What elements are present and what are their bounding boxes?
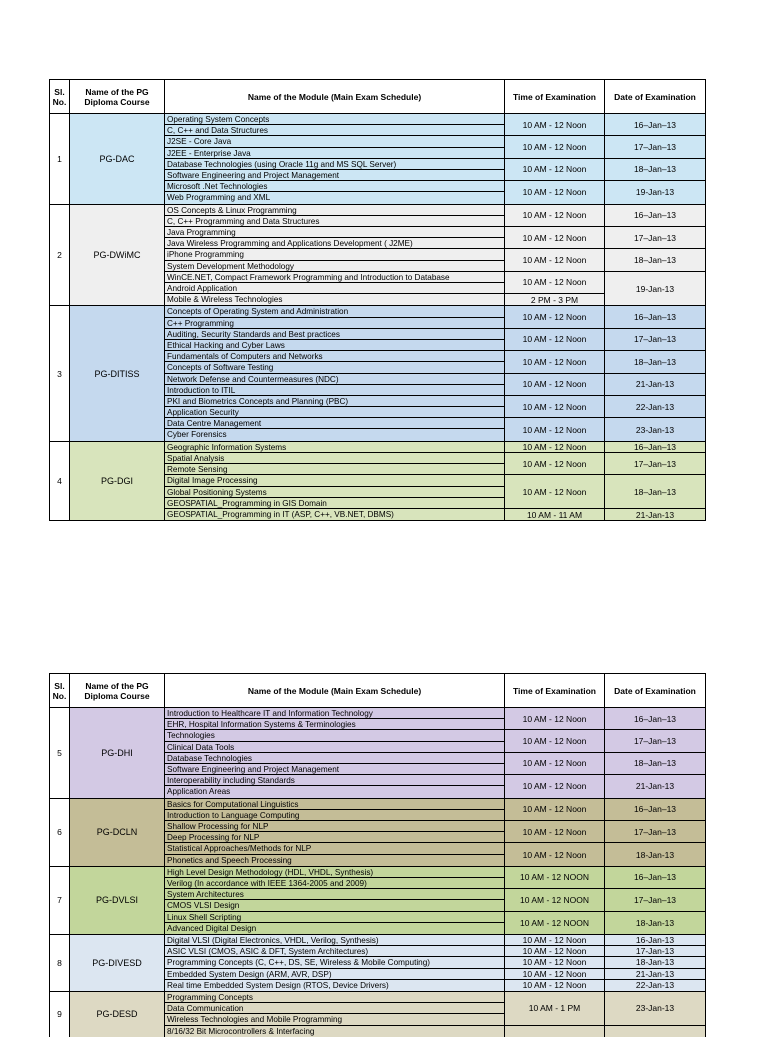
module-name: Web Programming and XML	[167, 193, 271, 203]
exam-time: 10 AM - 12 Noon	[505, 181, 605, 203]
module-list	[165, 799, 505, 866]
module-name: C++ Programming	[165, 318, 504, 329]
header-sl-no: Sl. No.	[50, 674, 70, 707]
exam-date: 22-Jan-13	[635, 980, 675, 991]
exam-date: 18-Jan-13	[635, 849, 675, 860]
exam-time: 10 AM - 12 Noon	[505, 329, 605, 351]
exam-date: 17–Jan–13	[605, 227, 705, 249]
table-header	[50, 674, 705, 708]
module-name: Basics for Computational Linguistics	[165, 799, 504, 810]
course-group	[50, 799, 705, 867]
module-name: Deep Processing for NLP	[165, 832, 504, 843]
course-group	[50, 114, 705, 205]
module-name: WinCE.NET, Compact Framework Programming and Introduction to Database	[165, 272, 504, 283]
exam-time: 10 AM - 12 Noon	[505, 730, 605, 752]
exam-time: 2 PM - 3 PM	[505, 294, 605, 305]
module-name: Programming Concepts	[165, 992, 504, 1003]
module-name: Linux Shell Scripting	[165, 912, 504, 923]
header-sl-no: Sl. No.	[50, 80, 70, 113]
course-name: PG-DVLSI	[70, 867, 165, 934]
module-name: Data Communication	[165, 1003, 504, 1014]
exam-date	[605, 1026, 705, 1037]
header-module-name: Name of the Module (Main Exam Schedule)	[165, 80, 505, 113]
serial-number: 7	[50, 867, 70, 934]
module-name: Digital Image Processing	[165, 475, 504, 486]
module-name: Java Wireless Programming and Applications Development ( J2ME)	[165, 238, 504, 249]
exam-date: 18-Jan-13	[605, 957, 705, 968]
exam-date: 22-Jan-13	[605, 396, 705, 418]
exam-time: 10 AM - 12 Noon	[505, 980, 605, 991]
exam-time: 10 AM - 12 Noon	[505, 374, 605, 396]
header-exam-date: Date of Examination	[614, 91, 696, 102]
module-name: Embedded System Design (ARM, AVR, DSP)	[165, 969, 504, 980]
serial-number: 8	[50, 935, 70, 991]
module-name: Global Positioning Systems	[165, 487, 504, 498]
module-name: Technologies	[165, 730, 504, 741]
course-name: PG-DGI	[70, 442, 165, 520]
module-list	[165, 205, 505, 306]
module-list	[165, 708, 505, 798]
exam-time: 10 AM - 12 Noon	[505, 114, 605, 136]
course-name: PG-DESD	[70, 992, 165, 1037]
exam-schedule-table-1	[49, 79, 706, 521]
exam-date: 16–Jan–13	[605, 708, 705, 730]
exam-date: 16–Jan–13	[605, 114, 705, 136]
exam-time: 10 AM - 12 Noon	[505, 708, 605, 730]
module-list	[165, 992, 505, 1037]
exam-date: 17–Jan–13	[605, 329, 705, 351]
serial-number: 9	[50, 992, 70, 1037]
course-name: PG-DITISS	[70, 306, 165, 440]
module-name: Programming Concepts (C, C++, DS, SE, Wireless & Mobile Computing)	[165, 957, 504, 968]
serial-number: 6	[50, 799, 70, 866]
exam-time	[505, 1026, 605, 1037]
module-name: Database Technologies (using Oracle 11g and MS SQL Server)	[165, 159, 504, 170]
course-name: PG-DCLN	[70, 799, 165, 866]
module-name: EHR, Hospital Information Systems & Terminologies	[165, 719, 504, 730]
module-name: Introduction to Healthcare IT and Information Technology	[165, 708, 504, 719]
module-list	[165, 442, 505, 520]
module-name: Statistical Approaches/Methods for NLP	[165, 843, 504, 854]
module-name: Data Centre Management	[165, 418, 504, 429]
exam-time: 10 AM - 12 Noon	[505, 957, 605, 968]
exam-date: 21-Jan-13	[635, 781, 675, 792]
course-name: PG-DIVESD	[70, 935, 165, 991]
module-name: J2EE - Enterprise Java	[165, 148, 504, 159]
module-name: Clinical Data Tools	[165, 742, 504, 753]
module-name: Mobile & Wireless Technologies	[167, 295, 283, 305]
module-name: OS Concepts & Linux Programming	[165, 205, 504, 216]
module-list	[165, 306, 505, 440]
module-name: PKI and Biometrics Concepts and Planning (PBC)	[165, 396, 504, 407]
exam-date: 18-Jan-13	[635, 917, 675, 928]
exam-date: 16–Jan–13	[605, 442, 705, 453]
module-name: Software Engineering and Project Management	[165, 764, 504, 775]
exam-time: 10 AM - 12 Noon	[505, 205, 605, 227]
serial-number: 3	[50, 306, 70, 440]
module-name: Concepts of Operating System and Administration	[165, 306, 504, 317]
course-group	[50, 442, 705, 520]
course-group	[50, 867, 705, 935]
exam-time: 10 AM - 12 Noon	[505, 306, 605, 328]
module-name: J2SE - Core Java	[165, 136, 504, 147]
exam-time: 10 AM - 12 Noon	[505, 418, 605, 440]
exam-date: 17–Jan–13	[605, 889, 705, 911]
course-group	[50, 708, 705, 799]
header-course-name: Name of the PG Diploma Course	[70, 80, 165, 113]
exam-time: 10 AM - 12 Noon	[505, 799, 605, 821]
exam-time: 10 AM - 12 Noon	[505, 442, 605, 453]
serial-number: 2	[50, 205, 70, 306]
exam-time: 10 AM - 12 Noon	[505, 136, 605, 158]
module-name: Fundamentals of Computers and Networks	[165, 351, 504, 362]
module-name: Cyber Forensics	[167, 430, 227, 440]
exam-date: 17–Jan–13	[605, 453, 705, 475]
exam-date: 18–Jan–13	[605, 249, 705, 271]
module-name: Auditing, Security Standards and Best practices	[165, 329, 504, 340]
exam-date: 21-Jan-13	[605, 374, 705, 396]
exam-time: 10 AM - 12 Noon	[505, 227, 605, 249]
module-name: C, C++ and Data Structures	[165, 125, 504, 136]
exam-time: 10 AM - 12 Noon	[505, 969, 605, 980]
module-name: Introduction to Language Computing	[165, 810, 504, 821]
module-name: Database Technologies	[165, 753, 504, 764]
module-name: Java Programming	[165, 227, 504, 238]
course-name: PG-DWiMC	[70, 205, 165, 306]
module-name: Android Application	[165, 283, 504, 294]
module-name: Remote Sensing	[165, 464, 504, 475]
header-exam-time: Time of Examination	[505, 674, 605, 707]
exam-date: 23-Jan-13	[635, 424, 675, 435]
module-name: Introduction to ITIL	[165, 385, 504, 396]
exam-date: 18–Jan–13	[605, 753, 705, 775]
module-name: Phonetics and Speech Processing	[167, 855, 292, 865]
exam-time: 10 AM - 12 Noon	[505, 753, 605, 775]
course-group	[50, 306, 705, 441]
course-group	[50, 935, 705, 992]
exam-date: 17-Jan-13	[605, 946, 705, 957]
module-name: Geographic Information Systems	[165, 442, 504, 453]
exam-time: 10 AM - 12 Noon	[505, 453, 605, 475]
module-name: Wireless Technologies and Mobile Programming	[165, 1014, 504, 1025]
serial-number: 4	[50, 442, 70, 520]
header-module-name: Name of the Module (Main Exam Schedule)	[165, 674, 505, 707]
exam-time: 10 AM - 12 NOON	[505, 889, 605, 911]
exam-date: 23-Jan-13	[605, 992, 705, 1026]
module-name: GEOSPATIAL_Programming in GIS Domain	[165, 498, 504, 509]
exam-time: 10 AM - 12 Noon	[505, 249, 605, 271]
module-name: C, C++ Programming and Data Structures	[165, 216, 504, 227]
exam-date: 21-Jan-13	[605, 969, 705, 980]
course-name: PG-DHI	[70, 708, 165, 798]
exam-date: 17–Jan–13	[605, 821, 705, 843]
header-exam-time: Time of Examination	[505, 80, 605, 113]
exam-time: 10 AM - 12 Noon	[505, 396, 605, 418]
course-group	[50, 205, 705, 307]
module-name: Digital VLSI (Digital Electronics, VHDL, Verilog, Synthesis)	[165, 935, 504, 946]
exam-time: 10 AM - 11 AM	[505, 509, 605, 520]
table-header	[50, 80, 705, 114]
module-name: Software Engineering and Project Management	[165, 170, 504, 181]
course-name: PG-DAC	[70, 114, 165, 204]
module-name: iPhone Programming	[165, 249, 504, 260]
module-name: Advanced Digital Design	[167, 923, 257, 933]
module-name: CMOS VLSI Design	[165, 900, 504, 911]
module-name: Ethical Hacking and Cyber Laws	[165, 340, 504, 351]
exam-date: 16–Jan–13	[605, 867, 705, 889]
module-name: Application Security	[165, 407, 504, 418]
module-name: ASIC VLSI (CMOS, ASIC & DFT, System Architectures)	[165, 946, 504, 957]
module-list	[165, 867, 505, 934]
exam-date: 21-Jan-13	[635, 509, 675, 520]
course-group	[50, 992, 705, 1037]
exam-date: 17–Jan–13	[605, 730, 705, 752]
exam-time: 10 AM - 12 Noon	[505, 351, 605, 373]
header-course-name: Name of the PG Diploma Course	[70, 674, 165, 707]
exam-date: 19-Jan-13	[635, 283, 675, 294]
module-name: Operating System Concepts	[165, 114, 504, 125]
exam-time: 10 AM - 12 Noon	[505, 272, 605, 294]
module-name: Application Areas	[167, 787, 231, 797]
module-name: Spatial Analysis	[165, 453, 504, 464]
exam-time: 10 AM - 12 Noon	[505, 843, 605, 865]
exam-date: 16–Jan–13	[605, 205, 705, 227]
exam-time: 10 AM - 12 NOON	[505, 912, 605, 934]
module-name: GEOSPATIAL_Programming in IT (ASP, C++, VB.NET, DBMS)	[167, 509, 394, 519]
exam-time: 10 AM - 12 Noon	[505, 159, 605, 181]
module-name: Concepts of Software Testing	[165, 362, 504, 373]
exam-date: 18–Jan–13	[605, 475, 705, 509]
exam-date: 17–Jan–13	[605, 136, 705, 158]
module-name: Microsoft .Net Technologies	[165, 181, 504, 192]
module-name: 8/16/32 Bit Microcontrollers & Interfacing	[167, 1026, 315, 1036]
header-exam-date: Date of Examination	[614, 685, 696, 696]
exam-time: 10 AM - 12 NOON	[505, 867, 605, 889]
exam-date: 19-Jan-13	[635, 187, 675, 198]
exam-time: 10 AM - 12 Noon	[505, 475, 605, 509]
module-name: Network Defense and Countermeasures (NDC)	[165, 374, 504, 385]
module-name: System Architectures	[165, 889, 504, 900]
exam-schedule-table-2	[49, 673, 706, 1037]
exam-time: 10 AM - 1 PM	[505, 992, 605, 1026]
module-name: System Development Methodology	[165, 261, 504, 272]
exam-time: 10 AM - 12 Noon	[505, 821, 605, 843]
exam-time: 10 AM - 12 Noon	[505, 946, 605, 957]
exam-time: 10 AM - 12 Noon	[505, 775, 605, 797]
module-list	[165, 114, 505, 204]
exam-date: 18–Jan–13	[605, 159, 705, 181]
exam-date: 16-Jan-13	[605, 935, 705, 946]
exam-date: 18–Jan–13	[605, 351, 705, 373]
module-name: Real time Embedded System Design (RTOS, Device Drivers)	[167, 980, 389, 990]
exam-time: 10 AM - 12 Noon	[505, 935, 605, 946]
exam-date: 16–Jan–13	[605, 306, 705, 328]
exam-date: 16–Jan–13	[605, 799, 705, 821]
module-name: High Level Design Methodology (HDL, VHDL, Synthesis)	[165, 867, 504, 878]
module-name: Interoperability including Standards	[165, 775, 504, 786]
module-name: Verilog (In accordance with IEEE 1364-2005 and 2009)	[165, 878, 504, 889]
serial-number: 1	[50, 114, 70, 204]
module-name: Shallow Processing for NLP	[165, 821, 504, 832]
serial-number: 5	[50, 708, 70, 798]
module-list	[165, 935, 505, 991]
